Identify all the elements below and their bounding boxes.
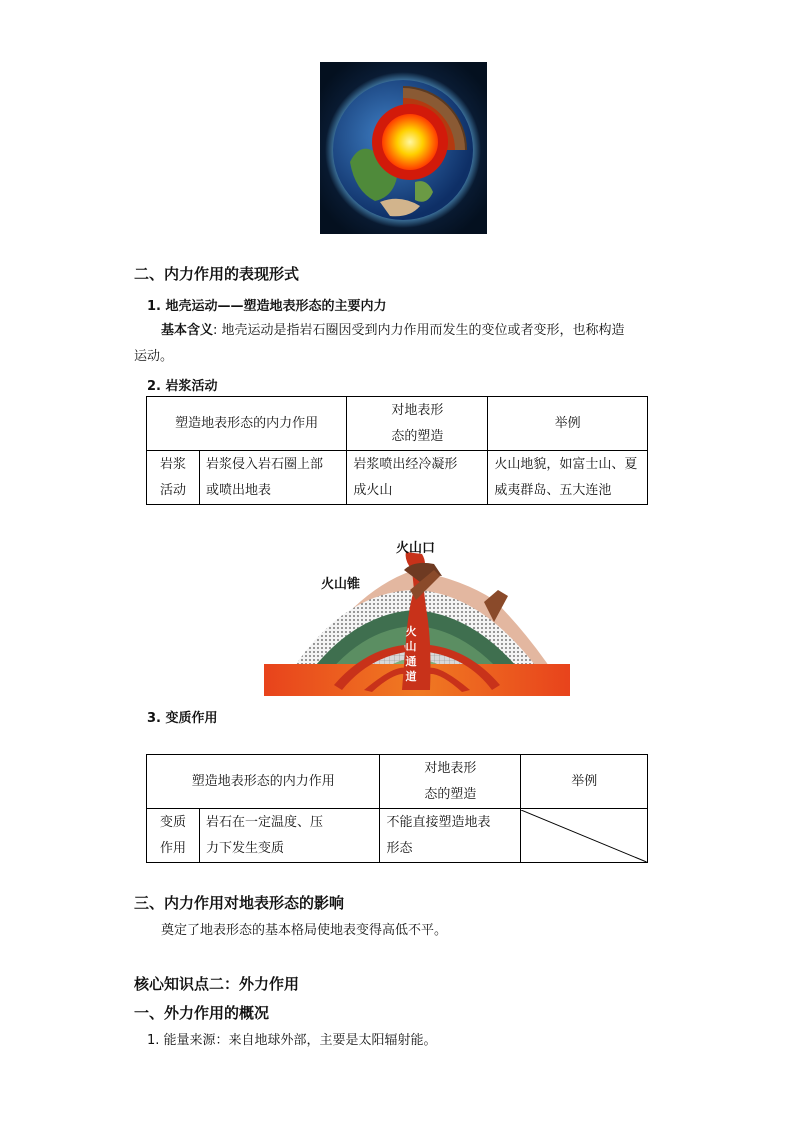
empty-diagonal-cell [521,809,648,863]
label-conduit [405,624,417,684]
core2-heading: 核心知识点二：外力作用 [134,975,300,993]
core2-item1: 1. 能量来源：来自地球外部，主要是太阳辐射能。 [147,1033,437,1048]
cell-line: 岩浆侵入岩石圈上部 [206,456,324,472]
conduit-char: 通 [405,655,417,668]
table-cell [200,451,347,505]
cell-line: 岩浆喷出经冷凝形 [353,456,458,472]
cell-line: 成火山 [353,482,393,498]
item1-heading: 1. 地壳运动——塑造地表形态的主要内力 [147,299,387,314]
metamorphism-table [146,754,648,863]
item2-heading: 2. 岩浆活动 [147,379,218,394]
item1-definition-cont: 运动。 [134,349,174,364]
label-crater: 火山口 [396,541,436,556]
cell-line: 岩浆 [159,456,186,472]
header-line: 对地表形 [391,402,444,418]
table-cell [347,451,488,505]
label-cone: 火山锥 [321,577,361,592]
item3-heading: 3. 变质作用 [147,711,218,726]
section3-heading: 三、内力作用对地表形态的影响 [134,894,345,912]
magma-table [146,396,648,505]
core2-subheading: 一、外力作用的概况 [134,1004,270,1022]
header-line: 态的塑造 [424,786,477,802]
table-cell [147,451,200,505]
cell-line: 形态 [386,840,413,856]
table-header-cell [347,397,488,451]
table-header-cell [380,755,521,809]
cell-line: 不能直接塑造地表 [386,814,491,830]
cell-line: 火山地貌，如富士山、夏 [494,456,638,472]
definition-label: 基本含义 [161,323,214,338]
earth-interior-figure [320,62,487,234]
conduit-char: 山 [405,640,417,653]
conduit-char: 道 [405,670,417,683]
cell-line: 或喷出地表 [206,482,272,498]
table-header-cell: 塑造地表形态的内力作用 [147,397,347,451]
table-cell [380,809,521,863]
header-line: 态的塑造 [391,428,444,444]
table-cell [488,451,648,505]
table-cell [147,809,200,863]
cell-line: 岩石在一定温度、压 [206,814,324,830]
section3-text: 奠定了地表形态的基本格局使地表变得高低不平。 [161,923,448,938]
conduit-char: 火 [405,625,417,638]
table-header-cell: 举例 [488,397,648,451]
item1-definition [161,320,681,342]
header-line: 对地表形 [424,760,477,776]
cell-line: 力下发生变质 [206,840,285,856]
cell-line: 作用 [159,840,186,856]
cell-line: 威夷群岛、五大连池 [494,482,612,498]
table-header-cell: 举例 [521,755,648,809]
table-cell [200,809,380,863]
cell-line: 活动 [159,482,186,498]
cell-line: 变质 [159,814,186,830]
table-header-cell: 塑造地表形态的内力作用 [147,755,380,809]
definition-text: : 地壳运动是指岩石圈因受到内力作用而发生的变位或者变形，也称构造 [213,323,625,338]
section-heading: 二、内力作用的表现形式 [134,265,300,283]
